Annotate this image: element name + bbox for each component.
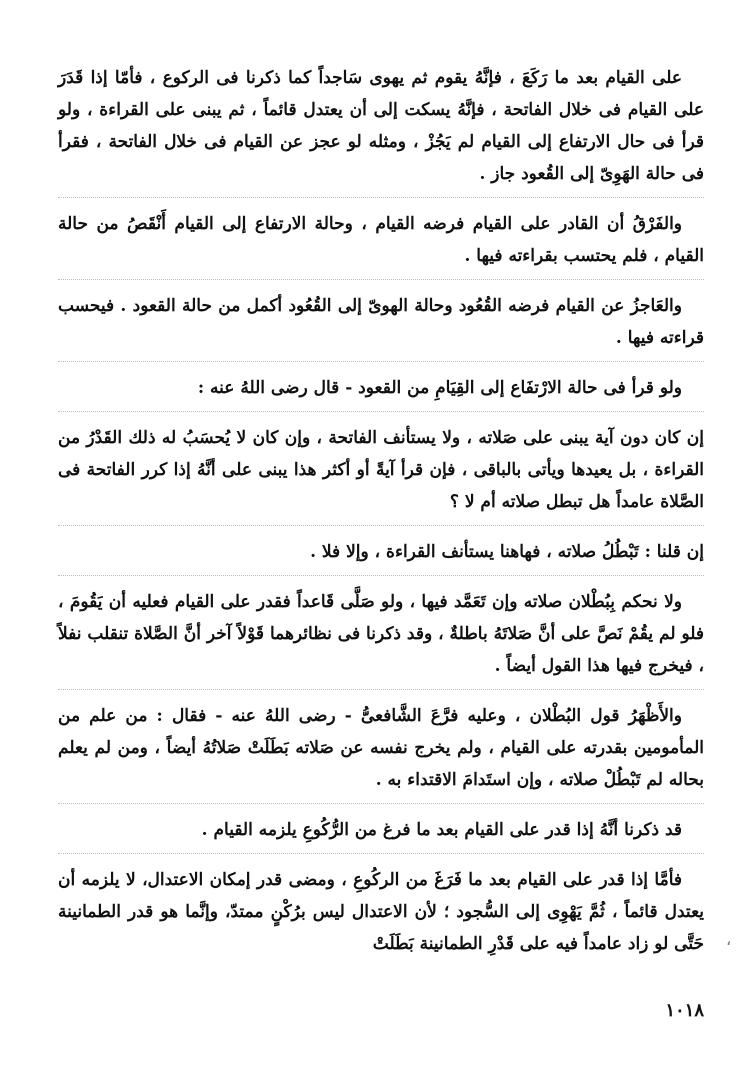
divider bbox=[58, 689, 704, 691]
paragraph-9: قد ذكرنا أنَّهُ إذا قدر على القيام بعد ما فرغ من الرُّكُوعِ يلزمه القيام . bbox=[201, 820, 682, 840]
paragraph-1: على القيام بعد ما رَكَعَ ، فإنَّهُ يقوم ثم يهوى سَاجداً كما ذكرنا فى الركوع ، فأمّا إذا قَدَرَ على القيام فى خلال الفاتحة ، فإنَّهُ يسكت إلى أن يعتدل قائماً ، ثم يبنى على القراءة ، ولو قرأ فى حال الارتفاع إلى القيام لم يَجُزْ ، ومثله لو عجز عن القيام فى خلال الفاتحة ، فقرأ فى حالة الهَوِىّ إلى القُعود جاز . bbox=[58, 68, 704, 184]
divider bbox=[58, 853, 704, 855]
divider bbox=[58, 411, 704, 413]
paragraph-10: فأمَّا إذا قدر على القيام بعد ما فَرَغَ من الركُوعِ ، ومضى قدر إمكان الاعتدال، لا يلزمه أن يعتدل قائماً ، ثُمَّ يَهْوِى إلى السُّجود ؛ لأن الاعتدال ليس برُكْنٍ ممتدّ، وإنَّما هو قدر الطمانينة حَتَّى لو زاد عامداً فيه على قَدْرِ الطمانينة بَطَلَتْ bbox=[58, 870, 704, 954]
paragraph-2: والفَرْقُ أن القادر على القيام فرضه القيام ، وحالة الارتفاع إلى القيام أَنْقَصُ من حالة القيام ، فلم يحتسب بقراءته فيها . bbox=[58, 214, 704, 266]
divider bbox=[58, 197, 704, 199]
paragraph-8: والأَظْهَرُ قول البُطْلان ، وعليه فرَّعَ الشَّافعىُّ - رضى اللهُ عنه - فقال : من علم من المأمومين بقدرته على القيام ، ولم يخرج نفسه عن صَلاته بَطَلَتْ صَلاتُهُ أيضاً ، ومن لم يعلم بحاله لم تَبْطُلْ صلاته ، وإن استَدامَ الاقتداء به . bbox=[58, 706, 704, 790]
paragraph-6: إن قلنا : تَبْطُلُ صلاته ، فهاهنا يستأنف القراءة ، وإلا فلا . bbox=[310, 542, 704, 562]
divider bbox=[58, 361, 704, 363]
margin-mark: ، bbox=[726, 930, 732, 949]
paragraph-5: إن كان دون آية يبنى على صَلاته ، ولا يستأنف الفاتحة ، وإن كان لا يُحسَبُ له ذلك القَدْرُ من القراءة ، بل يعيدها ويأتى بالباقى ، فإن قرأ آيةً أو أكثر هذا يبنى على أنَّهُ إذا كرر الفاتحة فى الصَّلاة عامداً هل تبطل صلاته أم لا ؟ bbox=[58, 428, 704, 512]
divider bbox=[58, 279, 704, 281]
divider bbox=[58, 575, 704, 577]
paragraph-7: ولا نحكم بِبُطْلان صلاته وإن تَعَمَّد فيها ، ولو صَلَّى قَاعداً فقدر على القيام فعليه أن يَقُومَ ، فلو لم يقُمْ نَصَّ على أنَّ صَلاتَهُ باطلةٌ ، وقد ذكرنا فى نظائرهما قَوْلاً آخر أنَّ الصَّلاة تنقلب نفلاً ، فيخرج فيها هذا القول أيضاً . bbox=[58, 592, 704, 676]
divider bbox=[58, 525, 704, 527]
paragraph-3: والعَاجزُ عن القيام فرضه القُعُود وحالة الهوىّ إلى القُعُود أكمل من حالة القعود . فيحسب قراءته فيها . bbox=[58, 296, 704, 348]
page-body bbox=[58, 62, 704, 960]
paragraph-4: ولو قرأ فى حالة الارْتفَاع إلى القِيَامِ من القعود - قال رضى اللهُ عنه : bbox=[197, 378, 682, 398]
divider bbox=[58, 803, 704, 805]
page-number: ١٠١٨ bbox=[665, 1000, 704, 1021]
